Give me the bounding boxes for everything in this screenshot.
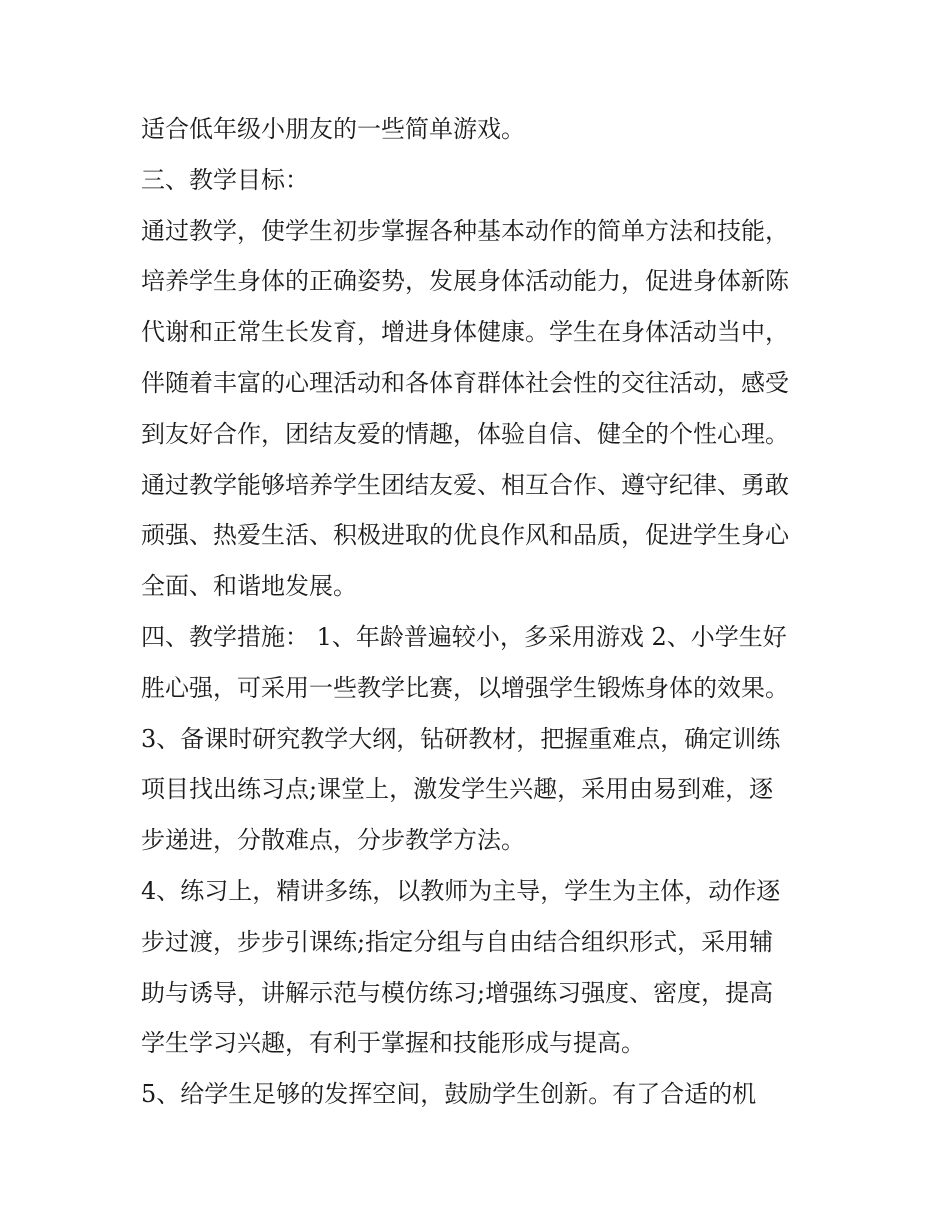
- text-line: 项目找出练习点;课堂上，激发学生兴趣，采用由易到难，逐: [141, 775, 774, 804]
- text-line: 4、练习上，精讲多练，以教师为主导，学生为主体，动作逐: [141, 876, 781, 905]
- text-line: 通过教学能够培养学生团结友爱、相互合作、遵守纪律、勇敢: [141, 470, 789, 499]
- text-line: 顽强、热爱生活、积极进取的优良作风和品质，促进学生身心: [141, 521, 789, 550]
- text-line: 伴随着丰富的心理活动和各体育群体社会性的交往活动，感受: [141, 368, 789, 397]
- text-line: 胜心强，可采用一些教学比赛，以增强学生锻炼身体的效果。: [141, 673, 789, 702]
- text-line: 全面、和谐地发展。: [141, 572, 357, 601]
- text-line: 学生学习兴趣，有利于掌握和技能形成与提高。: [141, 1029, 645, 1058]
- text-line: 代谢和正常生长发育，增进身体健康。学生在身体活动当中，: [141, 318, 789, 347]
- text-line: 步过渡，步步引课练;指定分组与自由结合组织形式，采用辅: [141, 927, 774, 956]
- text-line: 适合低年级小朋友的一些简单游戏。: [141, 115, 525, 143]
- section-heading-teaching-goals: 三、教学目标：: [141, 165, 309, 194]
- text-line: 5、给学生足够的发挥空间，鼓励学生创新。有了合适的机: [141, 1080, 757, 1109]
- text-line: 步递进，分散难点，分步教学方法。: [141, 826, 525, 855]
- document-body: [141, 104, 821, 1120]
- text-line: 培养学生身体的正确姿势，发展身体活动能力，促进身体新陈: [141, 267, 789, 296]
- text-line: 助与诱导，讲解示范与模仿练习;增强练习强度、密度，提高: [141, 978, 774, 1007]
- text-line: 到友好合作，团结友爱的情趣，体验自信、健全的个性心理。: [141, 419, 789, 448]
- text-line: 通过教学，使学生初步掌握各种基本动作的简单方法和技能，: [141, 216, 789, 245]
- text-line: 3、备课时研究教学大纲，钻研教材，把握重难点，确定训练: [141, 724, 781, 753]
- section-heading-teaching-measures: 四、教学措施： 1、年龄普遍较小，多采用游戏 2、小学生好: [141, 622, 787, 651]
